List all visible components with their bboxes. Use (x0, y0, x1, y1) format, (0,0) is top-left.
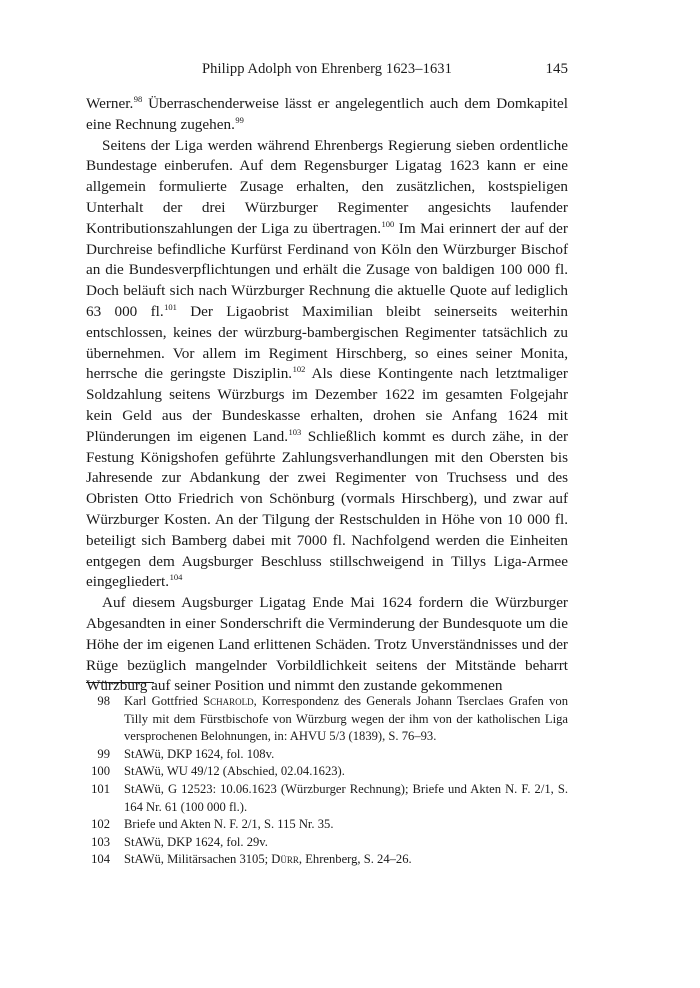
footnote (86, 763, 568, 781)
footnote-number: 98 (97, 694, 110, 708)
footnote (86, 851, 568, 869)
text-run: Seitens der Liga werden während Ehrenbergs Regierung sieben ordentliche Bundestage einberufen. Auf dem Regensburger Ligatag 1623 kann er eine allgemein formulierte Zusage erhalten, den zusätzlichen, kostspieligen Unterhalt der drei Würzburger Regimenter angesichts laufender Kontributionszahlungen der Liga zu übertragen. (86, 136, 568, 237)
text-run: StAWü, WU 49/12 (Abschied, 02.04.1623). (124, 764, 345, 779)
footnote-number: 103 (91, 834, 110, 849)
footnote-reference[interactable]: 98 (133, 94, 143, 104)
body-text (86, 94, 568, 697)
footnote-reference[interactable]: 99 (235, 114, 244, 125)
footnote-number: 100 (91, 764, 110, 779)
text-run: , Ehrenberg, S. 24–26. (298, 852, 412, 867)
footnote (86, 781, 568, 816)
text-run: Karl Gottfried (124, 694, 204, 708)
running-head (86, 61, 568, 83)
text-run: StAWü, DKP 1624, fol. 108v. (124, 746, 275, 761)
text-run: StAWü, DKP 1624, fol. 29v. (124, 834, 268, 849)
author-name: Dürr (271, 852, 299, 867)
text-run: Im Mai erinnert der auf der Durchreise befindliche Kurfürst Ferdinand von Köln den Würzburger Bischof an die Bundesverpflichtungen und erhält die Zusage von baldigen 100 000 fl. Doch beläuft sich nach Würzburger Rechnung die aktuelle Quote auf lediglich 63 000 fl. (86, 219, 568, 320)
footnote-reference[interactable]: 101 (164, 301, 177, 312)
text-run: , Korrespondenz des Generals Johann Tserclaes Grafen von Tilly mit dem Fürstbischofe von Würzburg wegen der ihm von der katholischen Liga versprochenen Belohnungen, in: AHVU 5/3 (1839), S. 76–93. (124, 694, 568, 744)
footnote (86, 834, 568, 852)
body-paragraph (86, 136, 568, 594)
text-run: Der Ligaobrist Maximilian bleibt seinerseits weiterhin entschlossen, keines der würzburg-bambergischen Regimenter tatsächlich zu übernehmen. Vor allem im Regiment Hirschberg, so eines seiner Monita, herrsche die geringste Disziplin. (86, 302, 568, 383)
footnote-number: 102 (91, 817, 110, 832)
author-name: Scharold (203, 694, 254, 708)
footnote-number: 101 (91, 781, 110, 796)
footnote-reference[interactable]: 103 (288, 426, 302, 437)
text-run: Auf diesem Augsburger Ligatag Ende Mai 1624 fordern die Würzburger Abgesandten in einer Sonderschrift die Verminderung der Bundesquote um die Höhe der im eigenen Land erlittenen Schäden. Trotz Unverständnisses und der Rüge bezüglich mangelnder Vorbildlichkeit seitens der Mitstände beharrt Würzburg auf seiner Position und nimmt den zustande gekommenen (86, 594, 568, 695)
body-paragraph (86, 94, 568, 136)
text-run: Briefe und Akten N. F. 2/1, S. 115 Nr. 35. (124, 817, 334, 832)
footnotes (86, 693, 568, 869)
footnote (86, 816, 568, 834)
body-paragraph (86, 593, 568, 697)
footnote-reference[interactable]: 100 (381, 218, 395, 229)
footnote-reference[interactable]: 104 (169, 572, 183, 583)
text-run: Werner. (86, 95, 134, 112)
running-title: Philipp Adolph von Ehrenberg 1623–1631 (201, 61, 453, 77)
page-number: 145 (545, 61, 568, 77)
footnote-reference[interactable]: 102 (292, 364, 306, 375)
text-run: Überraschenderweise lässt er angelegentlich auch dem Domkapitel eine Rechnung zugehen. (86, 95, 568, 133)
text-run: StAWü, G 12523: 10.06.1623 (Würzburger Rechnung); Briefe und Akten N. F. 2/1, S. 164 Nr. 61 (100 000 fl.). (124, 781, 568, 814)
text-run: Als diese Kontingente nach letztmaliger Soldzahlung seitens Würzburgs im Dezember 1622 im gesamten Folgejahr kein Geld aus der Bundeskasse erhalten, drohen sie Anfang 1624 mit Plünderungen im eigenen Land. (86, 365, 568, 445)
footnote-separator-rule (86, 682, 154, 683)
footnote-number: 99 (97, 746, 110, 761)
text-run: StAWü, Militärsachen 3105; (124, 852, 272, 867)
footnote-number: 104 (91, 852, 110, 867)
footnote (86, 746, 568, 764)
footnote (86, 693, 568, 746)
text-run: Schließlich kommt es durch zähe, in der Festung Königshofen geführte Zahlungsverhandlungen mit den Obersten bis Jahresende zur Abdankung der zwei Regimenter von Truchsess und des Obristen Otto Friedrich von Schönburg (vormals Hirschberg), und zwar auf Würzburger Kosten. An der Tilgung der Restschulden in Höhe von 10 000 fl. beteiligt sich Bamberg dabei mit 7000 fl. Nachfolgend werden die Einheiten entgegen dem Augsburger Beschluss stillschweigend in Tillys Liga-Armee eingegliedert. (86, 427, 569, 591)
